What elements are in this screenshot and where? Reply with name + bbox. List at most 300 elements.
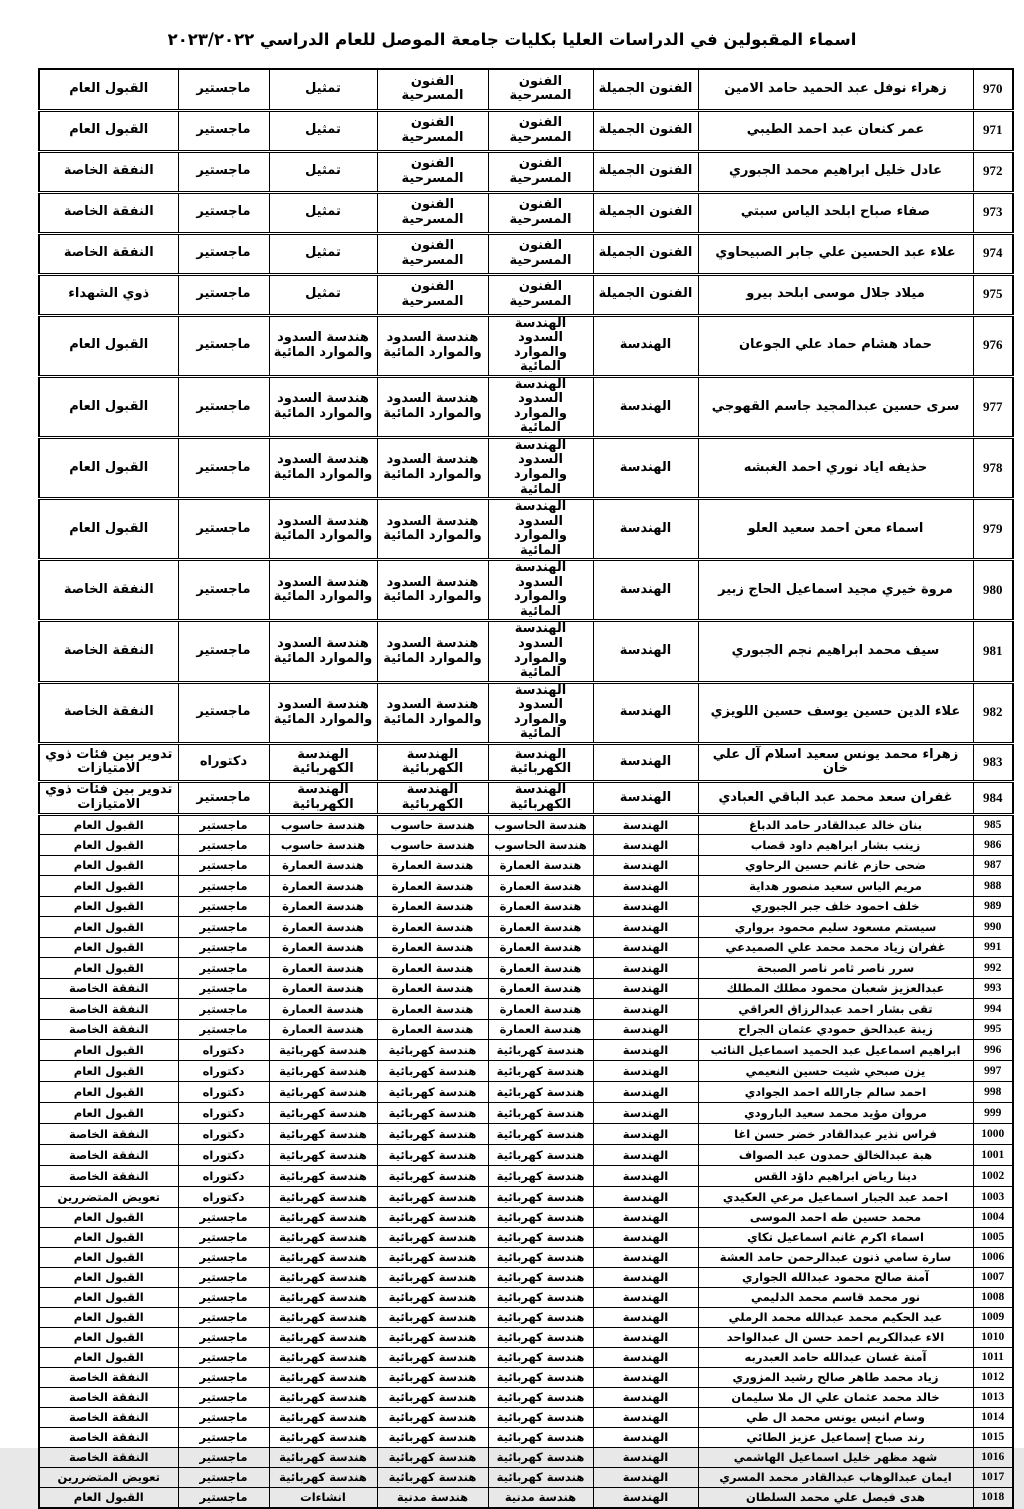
cell-no: 996 [973,1040,1013,1061]
cell-degree: ماجستير [178,1488,269,1508]
cell-no: 984 [973,781,1013,814]
cell-college: الهندسة [593,1408,698,1428]
cell-channel: القبول العام [39,958,178,979]
cell-no: 998 [973,1082,1013,1103]
cell-subspec: هندسة كهربائية [269,1166,377,1187]
cell-college: الفنون الجميلة [593,233,698,274]
cell-spec: هندسة كهربائية [377,1040,488,1061]
cell-college: الهندسة [593,1468,698,1488]
cell-no: 970 [973,69,1013,110]
cell-college: الهندسة [593,917,698,938]
table-row [39,1166,1013,1187]
cell-channel: النفقة الخاصة [39,1124,178,1145]
table-row [39,1428,1013,1448]
cell-name: حماد هشام حماد علي الجوعان [698,315,973,376]
cell-name: صفاء صباح ابلحد الياس سبتي [698,192,973,233]
table-row [39,781,1013,814]
cell-degree: ماجستير [178,1448,269,1468]
table-row [39,1388,1013,1408]
table-row [39,876,1013,897]
cell-no: 997 [973,1061,1013,1082]
cell-degree: ماجستير [178,876,269,897]
cell-degree: ماجستير [178,233,269,274]
cell-no: 995 [973,1019,1013,1040]
cell-no: 990 [973,917,1013,938]
cell-college: الهندسة [593,437,698,498]
cell-spec: هندسة العمارة [377,999,488,1020]
cell-college: الهندسة [593,1019,698,1040]
cell-dept: هندسة العمارة [488,937,593,958]
cell-subspec: هندسة كهربائية [269,1308,377,1328]
cell-channel: القبول العام [39,69,178,110]
table-row [39,896,1013,917]
cell-college: الهندسة [593,1208,698,1228]
table-row [39,1228,1013,1248]
cell-dept: الهندسة السدود والموارد المائية [488,560,593,621]
cell-name: ميلاد جلال موسى ابلحد بيرو [698,274,973,315]
cell-name: سيستم مسعود سليم محمود برواري [698,917,973,938]
cell-college: الهندسة [593,814,698,835]
cell-dept: هندسة كهربائية [488,1308,593,1328]
cell-no: 1014 [973,1408,1013,1428]
cell-spec: هندسة حاسوب [377,814,488,835]
cell-college: الفنون الجميلة [593,151,698,192]
cell-subspec: هندسة كهربائية [269,1103,377,1124]
cell-subspec: هندسة السدود والموارد المائية [269,315,377,376]
table-row [39,1019,1013,1040]
cell-channel: النفقة الخاصة [39,233,178,274]
cell-name: حذيفه اياد نوري احمد الغبشه [698,437,973,498]
cell-spec: هندسة كهربائية [377,1468,488,1488]
cell-college: الهندسة [593,1166,698,1187]
cell-no: 1016 [973,1448,1013,1468]
cell-no: 986 [973,835,1013,856]
cell-dept: هندسة كهربائية [488,1248,593,1268]
cell-no: 979 [973,499,1013,560]
cell-no: 1011 [973,1348,1013,1368]
cell-degree: ماجستير [178,896,269,917]
cell-spec: هندسة كهربائية [377,1268,488,1288]
cell-college: الهندسة [593,1448,698,1468]
cell-college: الهندسة [593,1103,698,1124]
cell-dept: هندسة العمارة [488,958,593,979]
cell-no: 972 [973,151,1013,192]
cell-channel: النفقة الخاصة [39,1019,178,1040]
cell-channel: النفقة الخاصة [39,192,178,233]
table-row [39,1328,1013,1348]
table-row [39,1187,1013,1208]
cell-channel: النفقة الخاصة [39,1408,178,1428]
cell-degree: ماجستير [178,1268,269,1288]
cell-subspec: تمثيل [269,110,377,151]
table-row [39,814,1013,835]
cell-degree: ماجستير [178,69,269,110]
cell-dept: هندسة كهربائية [488,1428,593,1448]
cell-channel: النفقة الخاصة [39,151,178,192]
admissions-table-body [39,69,1013,1508]
table-row [39,69,1013,110]
cell-no: 1013 [973,1388,1013,1408]
cell-channel: النفقة الخاصة [39,682,178,743]
cell-degree: دكتوراه [178,743,269,781]
cell-subspec: هندسة كهربائية [269,1408,377,1428]
table-row [39,437,1013,498]
cell-no: 991 [973,937,1013,958]
cell-degree: ماجستير [178,978,269,999]
cell-no: 1008 [973,1288,1013,1308]
cell-no: 981 [973,621,1013,682]
cell-no: 976 [973,315,1013,376]
cell-no: 992 [973,958,1013,979]
cell-name: هدى فيصل علي محمد السلطان [698,1488,973,1508]
cell-channel: تعويض المتضررين [39,1468,178,1488]
cell-degree: ماجستير [178,1408,269,1428]
table-row [39,978,1013,999]
cell-subspec: هندسة السدود والموارد المائية [269,499,377,560]
cell-no: 1012 [973,1368,1013,1388]
cell-no: 985 [973,814,1013,835]
cell-college: الهندسة [593,1082,698,1103]
cell-degree: ماجستير [178,1388,269,1408]
cell-subspec: هندسة العمارة [269,876,377,897]
cell-spec: هندسة كهربائية [377,1428,488,1448]
cell-channel: النفقة الخاصة [39,1368,178,1388]
table-row [39,1448,1013,1468]
cell-spec: هندسة العمارة [377,896,488,917]
cell-degree: دكتوراه [178,1082,269,1103]
cell-channel: القبول العام [39,1248,178,1268]
cell-dept: هندسة كهربائية [488,1082,593,1103]
cell-spec: الفنون المسرحية [377,274,488,315]
cell-no: 999 [973,1103,1013,1124]
cell-degree: ماجستير [178,315,269,376]
cell-spec: هندسة كهربائية [377,1348,488,1368]
cell-dept: هندسة كهربائية [488,1040,593,1061]
table-row [39,999,1013,1020]
cell-name: علاء عبد الحسين علي جابر الصبيحاوي [698,233,973,274]
cell-dept: هندسة كهربائية [488,1208,593,1228]
cell-dept: هندسة كهربائية [488,1448,593,1468]
cell-college: الهندسة [593,835,698,856]
cell-dept: الفنون المسرحية [488,274,593,315]
cell-subspec: هندسة كهربائية [269,1388,377,1408]
cell-spec: هندسة كهربائية [377,1408,488,1428]
cell-channel: القبول العام [39,1488,178,1508]
cell-college: الهندسة [593,376,698,437]
cell-spec: هندسة كهربائية [377,1187,488,1208]
cell-channel: القبول العام [39,855,178,876]
cell-college: الفنون الجميلة [593,69,698,110]
table-row [39,958,1013,979]
cell-dept: هندسة كهربائية [488,1388,593,1408]
cell-subspec: هندسة العمارة [269,896,377,917]
cell-college: الهندسة [593,1124,698,1145]
cell-channel: القبول العام [39,917,178,938]
cell-degree: ماجستير [178,1468,269,1488]
cell-dept: الهندسة السدود والموارد المائية [488,621,593,682]
cell-degree: دكتوراه [178,1124,269,1145]
cell-dept: الهندسة السدود والموارد المائية [488,315,593,376]
cell-dept: هندسة كهربائية [488,1103,593,1124]
cell-subspec: هندسة كهربائية [269,1328,377,1348]
cell-degree: ماجستير [178,274,269,315]
table-row [39,1082,1013,1103]
cell-college: الهندسة [593,1187,698,1208]
cell-dept: الهندسة السدود والموارد المائية [488,499,593,560]
cell-no: 1002 [973,1166,1013,1187]
cell-degree: ماجستير [178,937,269,958]
cell-college: الهندسة [593,1288,698,1308]
cell-dept: هندسة كهربائية [488,1145,593,1166]
cell-spec: هندسة العمارة [377,917,488,938]
cell-channel: النفقة الخاصة [39,560,178,621]
table-row [39,1348,1013,1368]
table-row [39,376,1013,437]
cell-spec: الفنون المسرحية [377,110,488,151]
cell-name: مروان مؤيد محمد سعيد البارودي [698,1103,973,1124]
cell-no: 1001 [973,1145,1013,1166]
cell-name: سيف محمد ابراهيم نجم الجبوري [698,621,973,682]
cell-channel: ذوي الشهداء [39,274,178,315]
cell-name: دينا رياض ابراهيم داؤد القس [698,1166,973,1187]
cell-spec: هندسة السدود والموارد المائية [377,621,488,682]
table-row [39,1368,1013,1388]
cell-college: الهندسة [593,1328,698,1348]
cell-college: الهندسة [593,781,698,814]
cell-subspec: هندسة كهربائية [269,1061,377,1082]
cell-name: اسماء اكرم غانم اسماعيل تكاي [698,1228,973,1248]
cell-spec: هندسة كهربائية [377,1288,488,1308]
cell-subspec: هندسة السدود والموارد المائية [269,437,377,498]
cell-channel: النفقة الخاصة [39,1428,178,1448]
cell-name: خلف احمود خلف جبر الجبوري [698,896,973,917]
cell-subspec: تمثيل [269,274,377,315]
cell-channel: القبول العام [39,1228,178,1248]
table-row [39,1145,1013,1166]
cell-spec: هندسة العمارة [377,855,488,876]
cell-spec: الفنون المسرحية [377,192,488,233]
cell-spec: هندسة السدود والموارد المائية [377,499,488,560]
cell-spec: هندسة كهربائية [377,1328,488,1348]
cell-name: ايمان عبدالوهاب عبدالقادر محمد المسري [698,1468,973,1488]
cell-spec: هندسة كهربائية [377,1145,488,1166]
cell-subspec: هندسة كهربائية [269,1145,377,1166]
cell-degree: ماجستير [178,1368,269,1388]
cell-degree: ماجستير [178,376,269,437]
cell-degree: دكتوراه [178,1166,269,1187]
cell-dept: هندسة العمارة [488,876,593,897]
cell-no: 1018 [973,1488,1013,1508]
cell-college: الهندسة [593,978,698,999]
cell-degree: ماجستير [178,437,269,498]
table-row [39,192,1013,233]
cell-dept: هندسة كهربائية [488,1061,593,1082]
cell-name: زينب بشار ابراهيم داود قصاب [698,835,973,856]
cell-channel: القبول العام [39,1288,178,1308]
cell-no: 1009 [973,1308,1013,1328]
cell-college: الهندسة [593,1488,698,1508]
cell-no: 1017 [973,1468,1013,1488]
cell-degree: دكتوراه [178,1145,269,1166]
cell-spec: هندسة السدود والموارد المائية [377,682,488,743]
cell-no: 971 [973,110,1013,151]
cell-channel: النفقة الخاصة [39,1388,178,1408]
cell-dept: الهندسة السدود والموارد المائية [488,437,593,498]
cell-no: 978 [973,437,1013,498]
table-row [39,151,1013,192]
cell-spec: هندسة العمارة [377,937,488,958]
cell-subspec: هندسة حاسوب [269,835,377,856]
cell-degree: ماجستير [178,814,269,835]
cell-name: تقى بشار احمد عبدالرزاق العراقي [698,999,973,1020]
cell-college: الهندسة [593,1268,698,1288]
cell-spec: هندسة العمارة [377,978,488,999]
cell-subspec: هندسة العمارة [269,917,377,938]
table-row [39,1308,1013,1328]
cell-channel: القبول العام [39,1328,178,1348]
cell-dept: هندسة العمارة [488,917,593,938]
cell-name: نور محمد قاسم محمد الدليمي [698,1288,973,1308]
cell-channel: القبول العام [39,1103,178,1124]
cell-name: آمنة صالح محمود عبدالله الجواري [698,1268,973,1288]
cell-spec: هندسة العمارة [377,1019,488,1040]
cell-college: الفنون الجميلة [593,110,698,151]
table-row [39,560,1013,621]
cell-dept: الهندسة السدود والموارد المائية [488,376,593,437]
cell-college: الفنون الجميلة [593,274,698,315]
cell-name: وسام انيس يونس محمد ال طي [698,1408,973,1428]
cell-college: الهندسة [593,855,698,876]
table-row [39,1288,1013,1308]
cell-degree: ماجستير [178,958,269,979]
cell-college: الهندسة [593,1388,698,1408]
cell-college: الفنون الجميلة [593,192,698,233]
table-row [39,1408,1013,1428]
cell-channel: النفقة الخاصة [39,621,178,682]
cell-name: يزن صبحي شيت حسين النعيمي [698,1061,973,1082]
cell-name: عبدالعزيز شعبان محمود مطلك المطلك [698,978,973,999]
cell-college: الهندسة [593,937,698,958]
cell-spec: هندسة السدود والموارد المائية [377,376,488,437]
cell-subspec: هندسة كهربائية [269,1228,377,1248]
cell-college: الهندسة [593,315,698,376]
cell-degree: ماجستير [178,151,269,192]
cell-degree: دكتوراه [178,1040,269,1061]
table-row [39,1061,1013,1082]
table-row [39,917,1013,938]
cell-name: زينة عبدالحق حمودي عثمان الجراح [698,1019,973,1040]
cell-name: احمد عبد الجبار اسماعيل مرعي العكيدي [698,1187,973,1208]
cell-no: 989 [973,896,1013,917]
cell-name: زهراء نوفل عبد الحميد حامد الامين [698,69,973,110]
cell-college: الهندسة [593,743,698,781]
cell-name: فراس نذير عبدالقادر خضر حسن اغا [698,1124,973,1145]
table-row [39,1488,1013,1508]
table-row [39,274,1013,315]
cell-college: الهندسة [593,1428,698,1448]
table-row [39,1248,1013,1268]
cell-no: 1010 [973,1328,1013,1348]
table-row [39,1268,1013,1288]
cell-channel: النفقة الخاصة [39,1145,178,1166]
cell-degree: دكتوراه [178,1187,269,1208]
cell-no: 1006 [973,1248,1013,1268]
cell-degree: ماجستير [178,499,269,560]
cell-subspec: هندسة العمارة [269,1019,377,1040]
table-row [39,855,1013,876]
cell-channel: القبول العام [39,1208,178,1228]
cell-name: مروة خيري مجيد اسماعيل الحاج زبير [698,560,973,621]
cell-subspec: هندسة العمارة [269,855,377,876]
cell-channel: القبول العام [39,499,178,560]
cell-college: الهندسة [593,1248,698,1268]
cell-spec: هندسة كهربائية [377,1228,488,1248]
cell-subspec: هندسة كهربائية [269,1248,377,1268]
cell-spec: هندسة كهربائية [377,1308,488,1328]
cell-degree: ماجستير [178,1328,269,1348]
cell-dept: الهندسة الكهربائية [488,743,593,781]
cell-subspec: هندسة العمارة [269,958,377,979]
cell-college: الهندسة [593,958,698,979]
cell-no: 993 [973,978,1013,999]
cell-name: عمر كنعان عبد احمد الطيبي [698,110,973,151]
cell-subspec: هندسة كهربائية [269,1448,377,1468]
cell-spec: هندسة السدود والموارد المائية [377,315,488,376]
cell-college: الهندسة [593,999,698,1020]
cell-name: مريم الياس سعيد منصور هداية [698,876,973,897]
cell-channel: القبول العام [39,1348,178,1368]
cell-subspec: هندسة السدود والموارد المائية [269,621,377,682]
cell-subspec: هندسة العمارة [269,978,377,999]
table-row [39,743,1013,781]
cell-degree: ماجستير [178,1308,269,1328]
cell-channel: القبول العام [39,1082,178,1103]
cell-name: غفران زياد محمد محمد علي الصميدعي [698,937,973,958]
cell-channel: القبول العام [39,1268,178,1288]
cell-degree: دكتوراه [178,1103,269,1124]
cell-dept: هندسة العمارة [488,999,593,1020]
cell-dept: الهندسة الكهربائية [488,781,593,814]
table-row [39,315,1013,376]
cell-name: غفران سعد محمد عبد الباقي العبادي [698,781,973,814]
cell-name: سرر ناصر ثامر ناصر الصبحة [698,958,973,979]
cell-no: 983 [973,743,1013,781]
cell-dept: هندسة الحاسوب [488,814,593,835]
cell-spec: هندسة السدود والموارد المائية [377,560,488,621]
cell-dept: هندسة كهربائية [488,1124,593,1145]
cell-name: سارة سامي ذنون عبدالرحمن حامد العشة [698,1248,973,1268]
cell-degree: ماجستير [178,192,269,233]
cell-college: الهندسة [593,621,698,682]
cell-channel: النفقة الخاصة [39,1448,178,1468]
cell-no: 988 [973,876,1013,897]
cell-subspec: هندسة حاسوب [269,814,377,835]
table-row [39,621,1013,682]
cell-name: محمد حسين طه احمد الموسى [698,1208,973,1228]
cell-channel: النفقة الخاصة [39,978,178,999]
cell-channel: القبول العام [39,876,178,897]
cell-dept: هندسة العمارة [488,896,593,917]
table-row [39,1103,1013,1124]
cell-no: 1007 [973,1268,1013,1288]
cell-spec: هندسة كهربائية [377,1166,488,1187]
cell-no: 974 [973,233,1013,274]
cell-name: اسماء معن احمد سعيد العلو [698,499,973,560]
cell-dept: هندسة مدنية [488,1488,593,1508]
page-title: اسماء المقبولين في الدراسات العليا بكليات جامعة الموصل للعام الدراسي ٢٠٢٣/٢٠٢٢ [167,30,857,49]
cell-degree: ماجستير [178,1248,269,1268]
cell-college: الهندسة [593,1368,698,1388]
